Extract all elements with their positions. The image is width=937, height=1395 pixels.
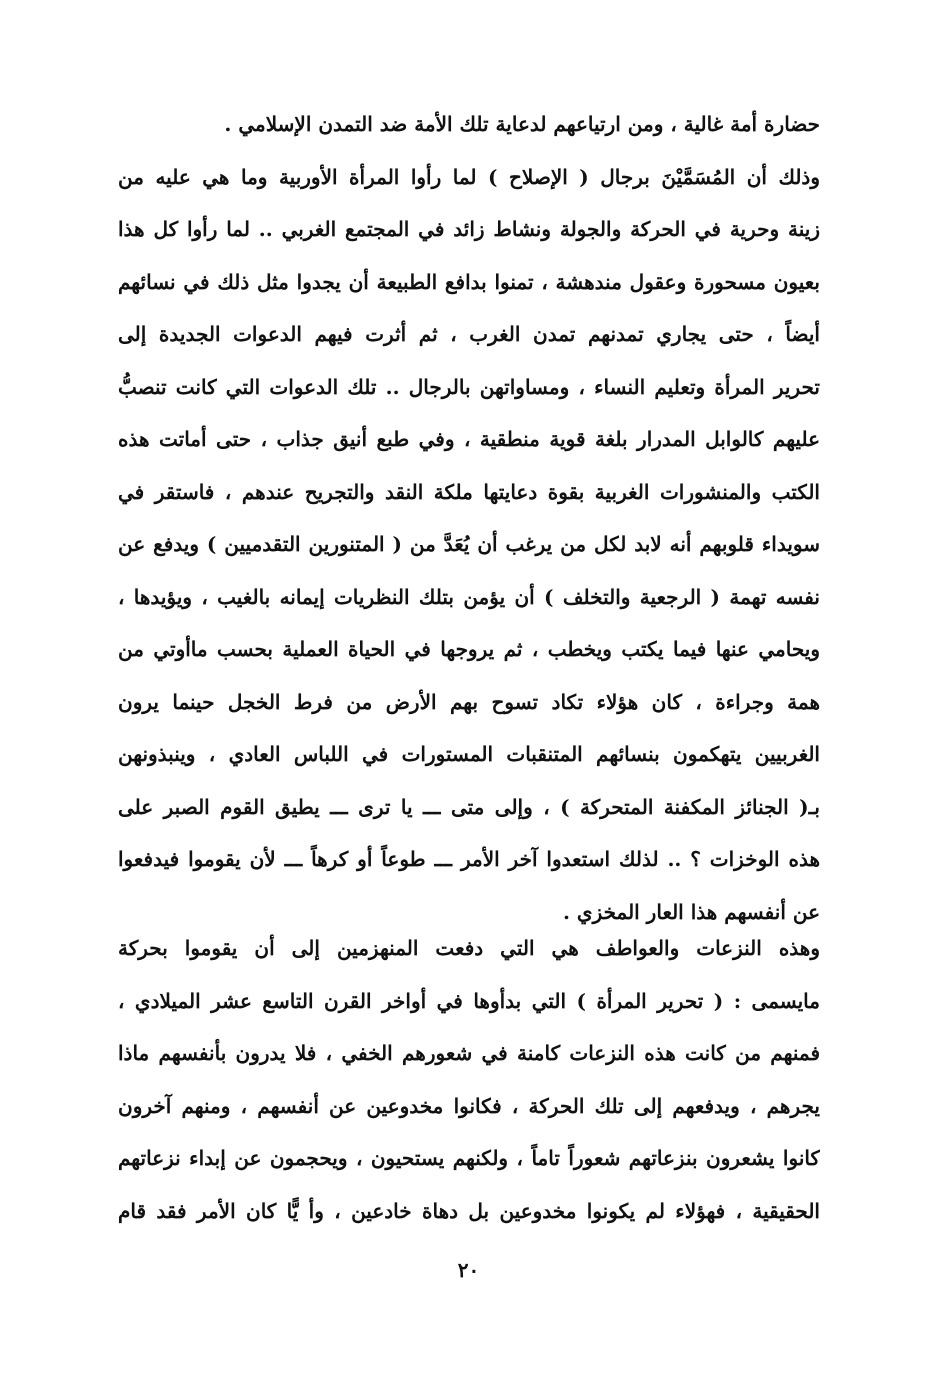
paragraph-2-line-14: هذه الوخزات ؟ .. لذلك استعدوا آخر الأمر ـــ طوعاً أو كرهاً ـــ لأن يقوموا فيدفعوا <box>118 847 820 871</box>
paragraph-1-line-1: حضارة أمة غالية ، ومن ارتياعهم لدعاية تلك الأمة ضد التمدن الإسلامي . <box>224 112 820 136</box>
paragraph-2-line-13: بـ( الجنائز المكفنة المتحركة ) ، وإلى متى ـــ يا ترى ـــ يطيق القوم الصبر على <box>118 794 820 819</box>
paragraph-3-line-4: يجرهم ، ويدفعهم إلى تلك الحركة ، فكانوا مخدوعين عن أنفسهم ، ومنهم آخرون <box>118 1093 820 1118</box>
paragraph-2-line-10: ويحامي عنها فيما يكتب ويخطب ، ثم يروجها في الحياة العملية بحسب ماأوتي من <box>118 637 820 661</box>
paragraph-3-line-5: كانوا يشعرون بنزعاتهم شعوراً تاماً ، ولكنهم يستحيون ، ويحجمون عن إبداء نزعاتهم <box>118 1146 820 1170</box>
paragraph-3-line-2: مايسمى : ( تحرير المرأة ) التي بدأوها في أواخر القرن التاسع عشر الميلادي ، <box>118 988 820 1013</box>
paragraph-2-line-4: أيضاً ، حتى يجاري تمدنهم تمدن الغرب ، ثم أثرت فيهم الدعوات الجديدة إلى <box>118 322 820 346</box>
paragraph-2-line-2: زينة وحرية في الحركة والجولة ونشاط زائد في المجتمع الغربي .. لما رأوا كل هذا <box>118 217 820 241</box>
paragraph-2-line-5: تحرير المرأة وتعليم النساء ، ومساواتهن بالرجال .. تلك الدعوات التي كانت تنصبُّ <box>118 374 820 399</box>
paragraph-2-line-1: وذلك أن المُسَمَّيْنَ برجال ( الإصلاح ) لما رأوا المرأة الأوربية وما هي عليه من <box>118 164 820 189</box>
paragraph-2-line-11: همة وجراءة ، كان هؤلاء تكاد تسوح بهم الأرض من فرط الخجل حينما يرون <box>118 689 820 714</box>
paragraph-3-line-1: وهذه النزعات والعواطف هي التي دفعت المنهزمين إلى أن يقوموا بحركة <box>118 936 820 960</box>
text-block-top <box>118 98 820 938</box>
text-block-bottom <box>118 922 820 1237</box>
paragraph-2-line-3: بعيون مسحورة وعقول مندهشة ، تمنوا بدافع الطبيعة أن يجدوا مثل ذلك في نسائهم <box>118 269 820 294</box>
paragraph-3-line-6: الحقيقية ، فهؤلاء لم يكونوا مخدوعين بل دهاة خادعين ، وأ يًّا كان الأمر فقد قام <box>118 1198 820 1223</box>
page-number: ٢٠ <box>457 1258 480 1282</box>
paragraph-2-line-9: نفسه تهمة ( الرجعية والتخلف ) أن يؤمن بتلك النظريات إيمانه بالغيب ، ويؤيدها ، <box>118 584 820 609</box>
paragraph-2-line-7: الكتب والمنشورات الغربية بقوة دعايتها ملكة النقد والتجريح عندهم ، فاستقر في <box>118 479 820 504</box>
paragraph-2-line-15: عن أنفسهم هذا العار المخزي . <box>562 899 820 924</box>
paragraph-2-line-8: سويداء قلوبهم أنه لابد لكل من يرغب أن يُعَدَّ من ( المتنورين التقدميين ) ويدفع عن <box>118 532 820 556</box>
paragraph-3-line-3: فمنهم من كانت هذه النزعات كامنة في شعورهم الخفي ، فلا يدرون بأنفسهم ماذا <box>118 1041 820 1065</box>
paragraph-2-line-12: الغربيين يتهكمون بنسائهم المتنقبات المستورات في اللباس العادي ، وينبذونهن <box>118 742 820 766</box>
paragraph-2-line-6: عليهم كالوابل المدرار بلغة قوية منطقية ، وفي طبع أنيق جذاب ، حتى أماتت هذه <box>118 427 820 451</box>
